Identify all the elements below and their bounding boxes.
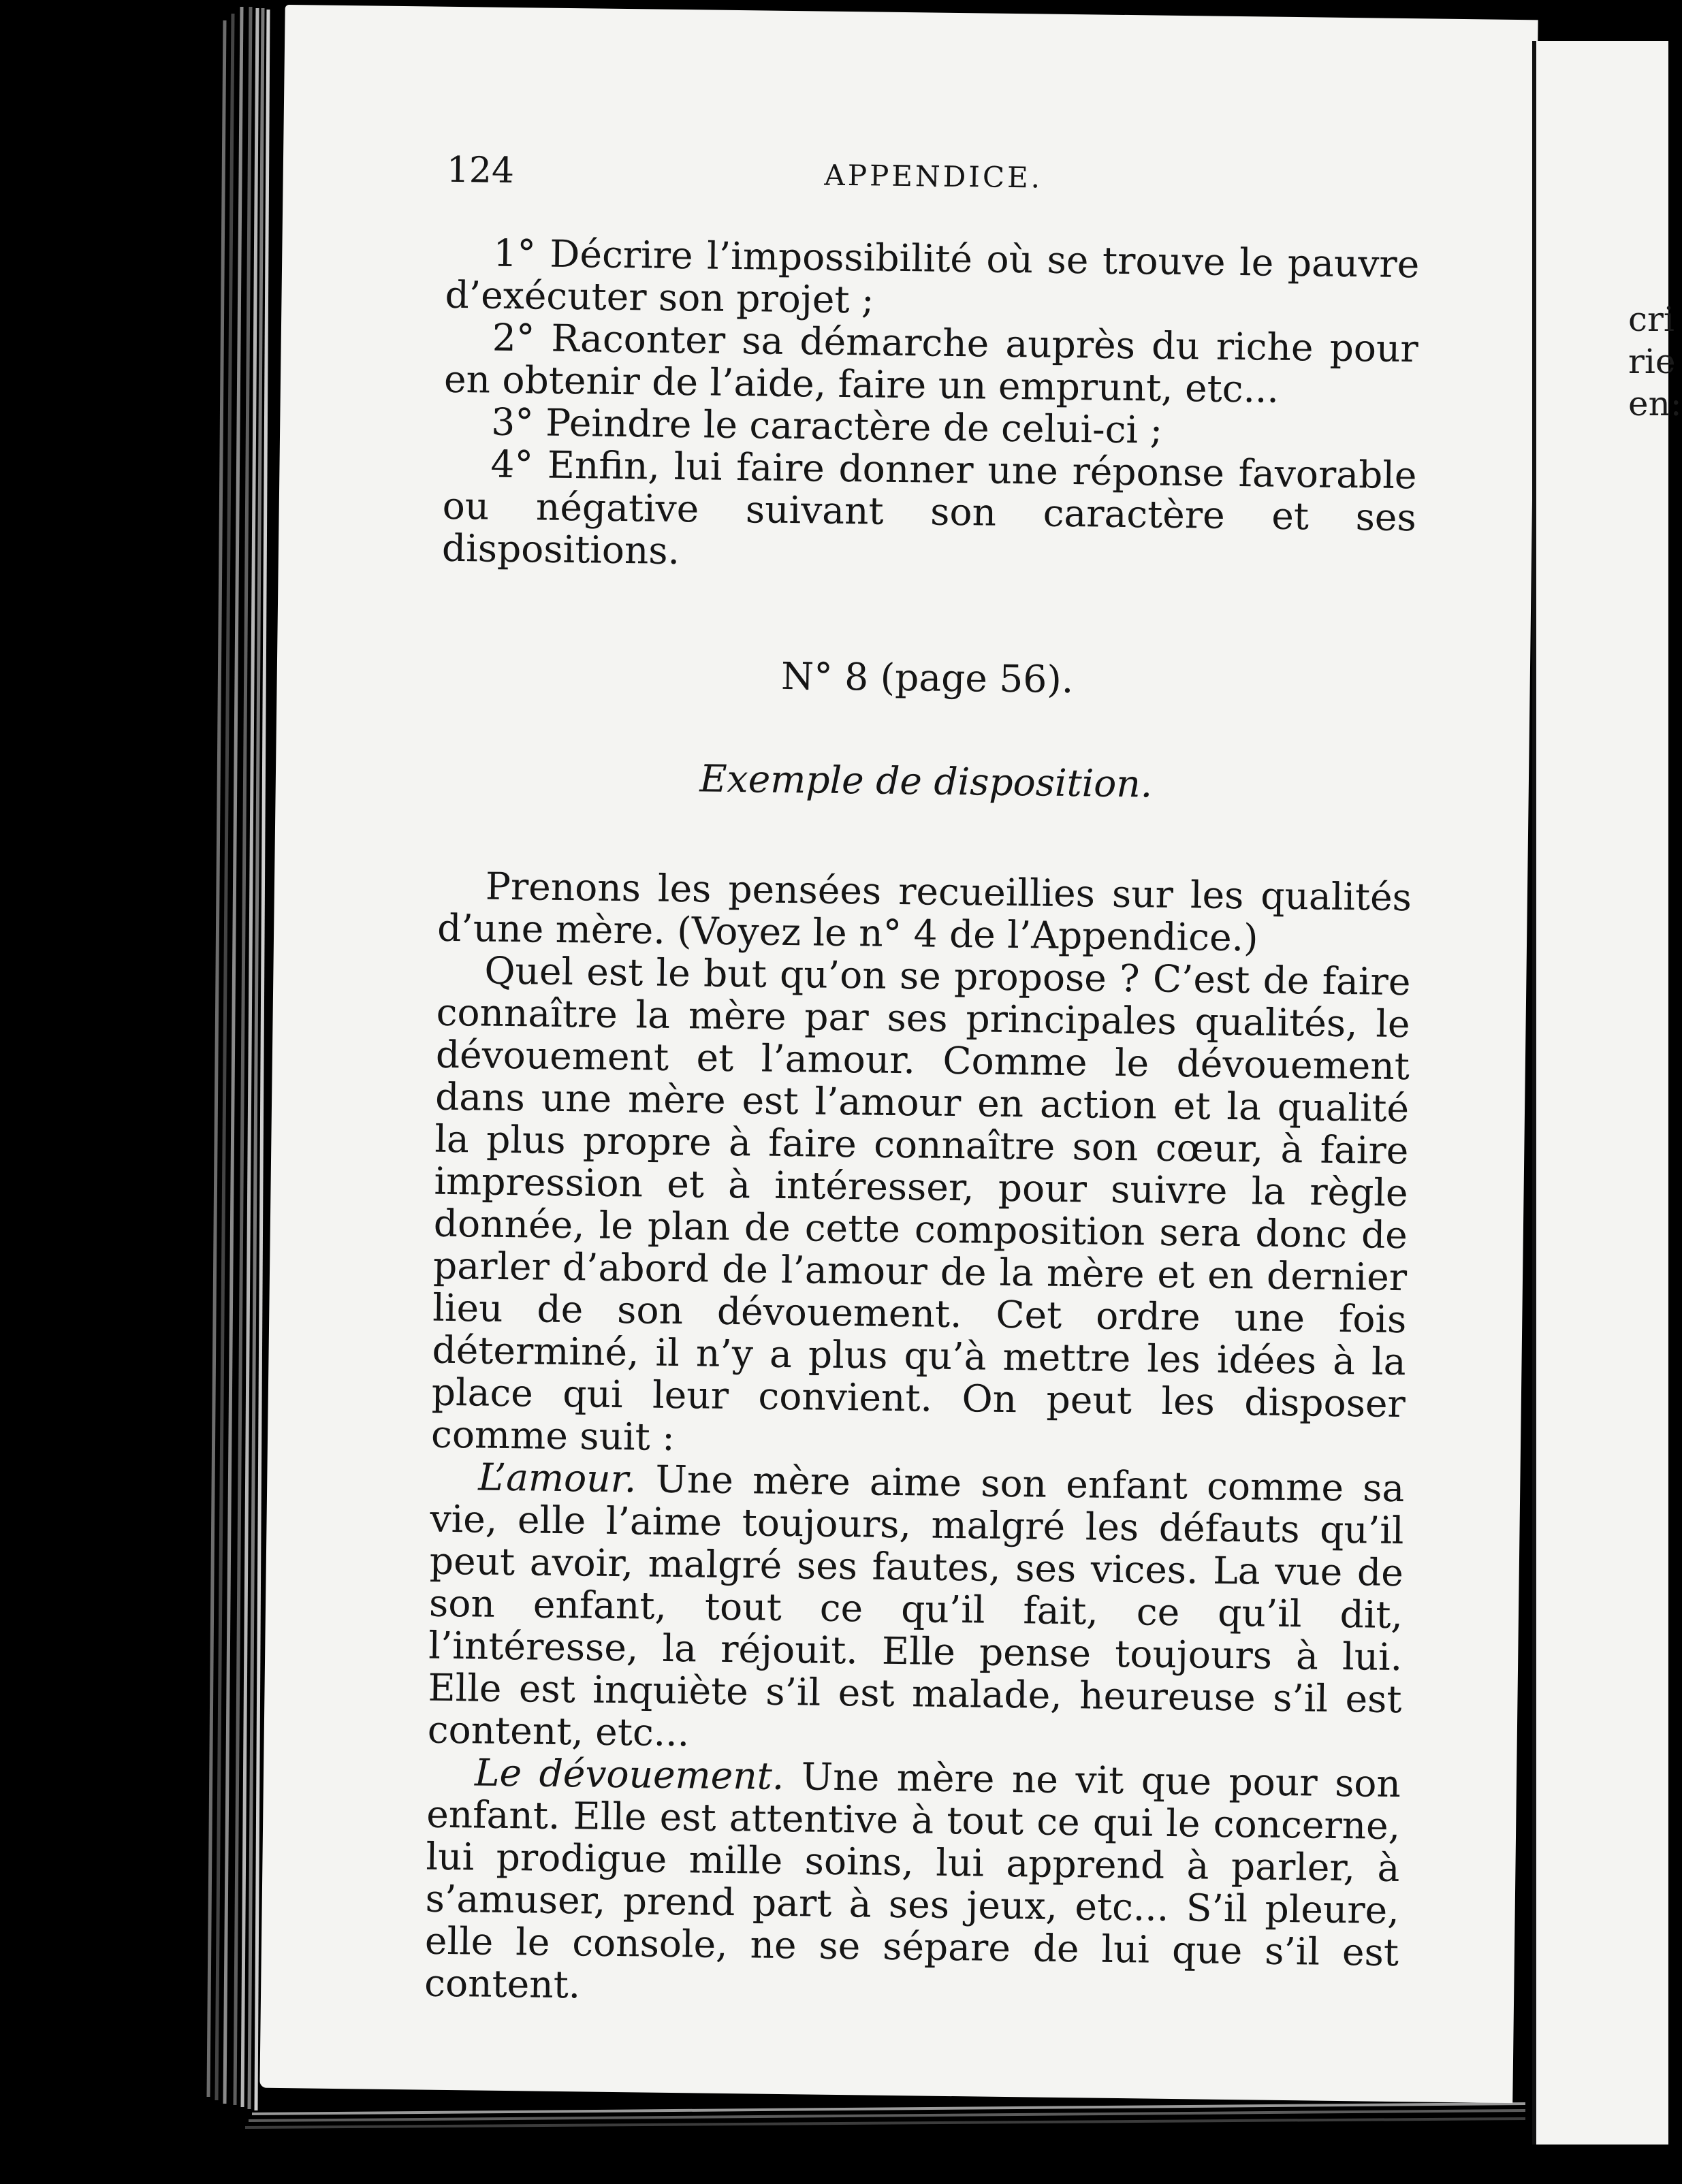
list-item-2: 2° Raconter sa démarche auprès du riche pour en obtenir de l’aide, faire un emprunt, etc... bbox=[443, 315, 1419, 411]
list-item-3: 3° Peindre le caractère de celui-ci ; bbox=[490, 400, 1163, 452]
section-title: N° 8 (page 56). bbox=[780, 654, 1074, 702]
facing-text-line-2: rie bbox=[1628, 342, 1676, 381]
paragraph-intro: Prenons les pensées recueillies sur les qualités d’une mère. (Voyez le n° 4 de l’Appendice.) bbox=[437, 864, 1412, 960]
facing-page-fragment bbox=[1532, 41, 1682, 2145]
running-header bbox=[446, 150, 1421, 202]
paragraph-amour bbox=[427, 1456, 1404, 1763]
page-number: 124 bbox=[446, 149, 515, 191]
facing-text-line-1: cri bbox=[1628, 300, 1675, 339]
list-item-4: 4° Enfin, lui faire donner une réponse favorable ou négative suivant son caractère et ses dispositions. bbox=[441, 442, 1417, 573]
paragraph-devouement bbox=[424, 1751, 1401, 2016]
section-subtitle: Exemple de disposition. bbox=[699, 756, 1153, 806]
devouement-lead: Le dévouement. bbox=[474, 1750, 784, 1799]
paragraph-plan: Quel est le but qu’on se propose ? C’est de faire connaître la mère par ses principales qualités, le dévouement et l’amour. Comme le dévouement dans une mère est l’amour en action et la qualité la plus propre à faire connaître son cœur, à faire impression et à intéresser, pour suivre la règle donnée, le plan de cette composition sera donc de parler d’abord de l’amour de la mère et en dernier lieu de son dévouement. Cet ordre une fois déterminé, il n’y a plus qu’à mettre les idées à la place qui leur convient. On peut les disposer comme suit : bbox=[430, 948, 1411, 1460]
list-item-1: 1° Décrire l’impossibilité où se trouve le pauvre d’exécuter son projet ; bbox=[445, 231, 1420, 322]
devouement-text: Une mère ne vit que pour son enfant. Elle est attentive à tout ce qui le concerne, lui prodigue mille soins, lui apprend à parler, à s’amuser, prend part à ses jeux, etc... S’il pleure, elle le console, ne se sépare de lui que s’il est content. bbox=[424, 1754, 1401, 2007]
amour-lead: L’amour. bbox=[477, 1455, 637, 1501]
running-title: APPENDICE. bbox=[824, 158, 1043, 195]
facing-text-line-3: en: bbox=[1628, 384, 1682, 423]
page-text-block bbox=[424, 150, 1421, 2016]
amour-text: Une mère aime son enfant comme sa vie, elle l’aime toujours, malgré les défauts qu’il peut avoir, malgré ses fautes, ses vices. La vue de son enfant, tout ce qu’il fait, ce qu’il dit, l’intéresse, la réjouit. Elle pense toujours à lui. Elle est inquiète s’il est malade, heureuse s’il est content, etc... bbox=[427, 1457, 1405, 1755]
book-page bbox=[259, 5, 1538, 2103]
